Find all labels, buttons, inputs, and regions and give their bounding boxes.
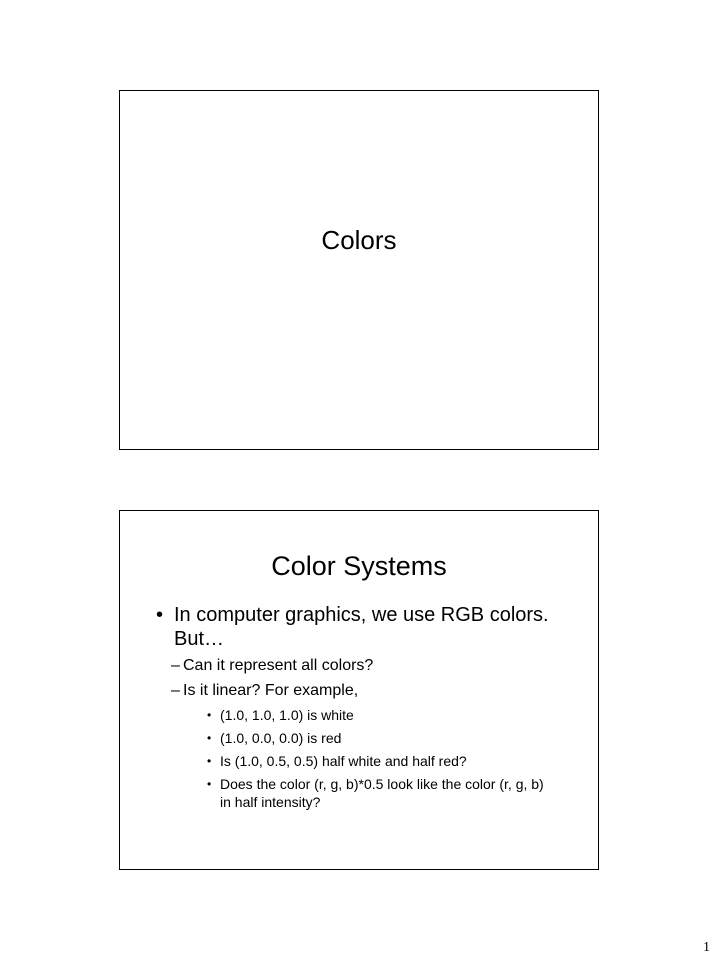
dash-marker: – [171, 682, 180, 699]
subsub-bullet-item [120, 729, 598, 747]
bullet-list [120, 603, 598, 811]
bullet-item [120, 603, 598, 651]
subsub-bullet-text: Does the color (r, g, b)*0.5 look like the color (r, g, b) in half intensity? [220, 776, 544, 810]
bullet-marker: • [156, 604, 164, 626]
slide-2 [119, 510, 599, 870]
bullet-text: In computer graphics, we use RGB colors. But… [174, 604, 549, 650]
subsub-bullet-item [120, 752, 598, 770]
slide-title: Color Systems [271, 551, 447, 581]
sub-bullet-item [120, 681, 598, 701]
slide-1 [119, 90, 599, 450]
slide-title: Colors [321, 225, 397, 255]
subsub-bullet-text: Is (1.0, 0.5, 0.5) half white and half red? [220, 753, 467, 769]
sub-bullet-text: Can it represent all colors? [183, 657, 374, 674]
bullet-marker: • [207, 777, 212, 791]
subsub-bullet-item [120, 706, 598, 724]
sub-bullet-text: Is it linear? For example, [183, 682, 359, 699]
bullet-marker: • [207, 754, 212, 768]
subsub-bullet-text: (1.0, 1.0, 1.0) is white [220, 707, 354, 723]
bullet-marker: • [207, 731, 212, 745]
bullet-marker: • [207, 708, 212, 722]
sub-bullet-item [120, 656, 598, 676]
page-number: 1 [703, 940, 710, 955]
dash-marker: – [171, 657, 180, 674]
subsub-bullet-text: (1.0, 0.0, 0.0) is red [220, 730, 342, 746]
subsub-bullet-item [120, 775, 598, 811]
